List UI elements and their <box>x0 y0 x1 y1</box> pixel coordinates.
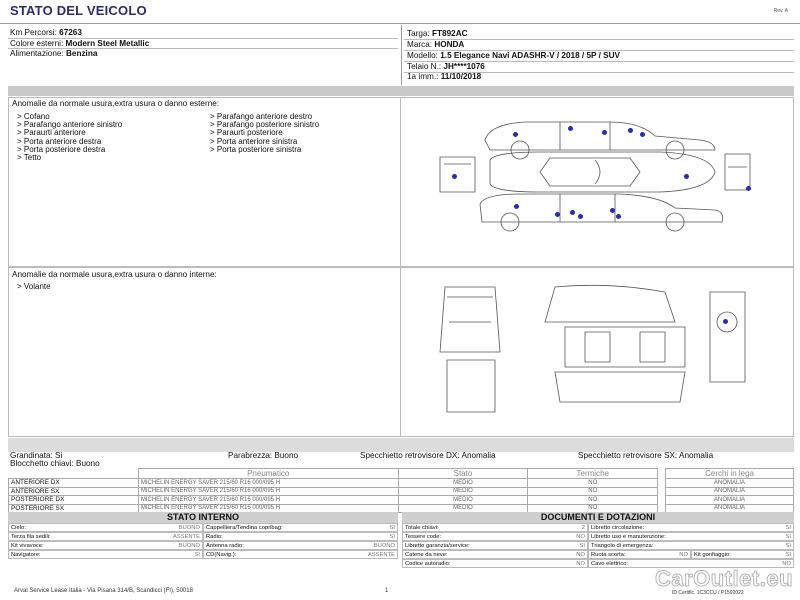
car-interior-diagram <box>435 282 765 427</box>
table-row: ANTERIORE DX MICHELIN ENERGY SAVER 215/60 R16 000/095 H MEDIO NO ANOMALIA <box>9 479 794 488</box>
internal-damage-list <box>17 283 51 291</box>
table-row: ANTERIORE SX MICHELIN ENERGY SAVER 215/60 R16 000/095 H MEDIO NO ANOMALIA <box>9 487 794 496</box>
field-cielo: Cielo: BUONO <box>8 523 203 532</box>
list-item: > Volante <box>17 282 51 291</box>
car-exterior-diagram <box>430 112 760 242</box>
field-terza-fila: Terza fila sedili: ASSENTE <box>8 532 203 541</box>
page-title: STATO DEL VEICOLO <box>10 3 147 18</box>
brand-field: Marca: HONDA <box>407 40 465 49</box>
damage-marker-icon <box>616 214 621 219</box>
external-damage-heading: Anomalie da normale usura,extra usura o danno esterne: <box>12 99 220 108</box>
field-kit-vivavoce: Kit vivavoce: BUONO <box>8 541 203 550</box>
list-item: > Cofano <box>17 112 50 121</box>
list-item: > Paraurti anteriore <box>17 128 86 138</box>
list-item: > Parafango anteriore destro <box>210 112 313 121</box>
key-lock-status: Blocchetto chiavi: Buono <box>10 459 100 468</box>
km-field: Km Percorsi: 67263 <box>10 28 82 37</box>
color-field: Colore esterni: Modern Steel Metallic <box>10 39 150 48</box>
chassis-field: Telaio N.: JH****1076 <box>407 62 485 71</box>
field-triangolo: Triangolo di emergenza: SI <box>588 541 794 550</box>
field-tessere-code: Tessere code: NO <box>402 532 588 541</box>
list-item: > Tetto <box>17 153 42 163</box>
damage-marker-icon <box>628 128 633 133</box>
documenti-title: DOCUMENTI E DOTAZIONI <box>402 512 794 523</box>
divider <box>0 23 800 24</box>
divider <box>401 25 402 85</box>
mirror-dx-status: Specchietto retrovisore DX: Anomalia <box>360 451 496 460</box>
table-header <box>9 469 794 479</box>
registration-field: 1a imm.: 11/10/2018 <box>407 72 482 81</box>
column-header: Cerchi in lega <box>666 469 794 479</box>
damage-marker-icon <box>452 174 457 179</box>
damage-marker-icon <box>602 130 607 135</box>
damage-marker-icon <box>555 212 560 217</box>
damage-marker-icon <box>578 214 583 219</box>
revision-label: Rev. A <box>773 8 788 14</box>
damage-marker-icon <box>514 204 519 209</box>
list-item: > Parafango anteriore sinistro <box>17 120 123 130</box>
external-damage-list-1 <box>17 113 122 162</box>
section-bar <box>8 86 794 96</box>
field-cavo-elettrico: Cavo elettrico: NO <box>588 559 794 568</box>
field-navigatore: Navigatore: SI <box>8 550 203 559</box>
damage-marker-icon <box>610 208 615 213</box>
page-number: 1 <box>385 588 389 594</box>
list-item: > Porta posteriore destra <box>17 144 106 154</box>
damage-marker-icon <box>746 186 751 191</box>
field-libretto-uso: Libretto uso e manutenzione: SI <box>588 532 794 541</box>
field-antenna: Antenna radio: BUONO <box>203 541 398 550</box>
list-item: > Paraurti posteriore <box>210 128 283 138</box>
plate-field: Targa: FT892AC <box>407 29 468 38</box>
stato-interno-title: STATO INTERNO <box>8 512 398 523</box>
field-totale-chiavi: Totale chiavi: 2 <box>402 523 588 532</box>
damage-marker-icon <box>723 319 728 324</box>
field-cd-navig: CD(Navig.): ASSENTE <box>203 550 398 559</box>
field-kit-gonfiaggio: Kit gonfiaggio: SI <box>691 550 794 559</box>
fuel-field: Alimentazione: Benzina <box>10 49 98 58</box>
list-item: > Porta posteriore sinistra <box>210 144 302 154</box>
field-codice-autoradio: Codice autoradio: NO <box>402 559 588 568</box>
field-libretto-circolazione: Libretto circolazione: SI <box>588 523 794 532</box>
damage-marker-icon <box>568 126 573 131</box>
field-cappelliera: Cappelliera/Tendina copribag: SI <box>203 523 398 532</box>
grandinata-status: Grandinata: Sì <box>10 451 63 460</box>
table-row: POSTERIORE SX MICHELIN ENERGY SAVER 215/60 R16 000/095 H MEDIO NO ANOMALIA <box>9 504 794 513</box>
footer-company: Arval Service Lease Italia - Via Pisana 314/B, Scandicci (FI), 50018 <box>14 588 193 594</box>
field-ruota-scorta: Ruota scorta: NO <box>588 550 691 559</box>
list-item: > Parafango posteriore sinistro <box>210 120 320 130</box>
column-header: Pneumatico <box>138 469 398 479</box>
field-radio: Radio: SI <box>203 532 398 541</box>
document-id: ID Certific. 1C3CCU / P1592022 <box>672 590 744 596</box>
damage-marker-icon <box>640 132 645 137</box>
damage-marker-icon <box>684 174 689 179</box>
field-catene: Catene da neve: NO <box>402 550 588 559</box>
parabrezza-status: Parabrezza: Buono <box>228 451 299 460</box>
external-damage-list-2 <box>210 113 319 154</box>
damage-marker-icon <box>513 132 518 137</box>
internal-damage-heading: Anomalie da normale usura,extra usura o danno interne: <box>12 270 217 279</box>
table-row: POSTERIORE DX MICHELIN ENERGY SAVER 215/60 R16 000/095 H MEDIO NO ANOMALIA <box>9 496 794 505</box>
list-item: > Porta anteriore sinistra <box>210 136 298 146</box>
column-header: Termiche <box>528 469 658 479</box>
watermark-logo: CarOutlet.eu <box>655 566 794 591</box>
tyres-table <box>8 468 794 513</box>
damage-marker-icon <box>570 210 575 215</box>
list-item: > Porta anteriore destra <box>17 136 102 146</box>
field-libretto-garanzia: Libretto garanzia/service: SI <box>402 541 588 550</box>
mirror-sx-status: Specchietto retrovisore SX: Anomalia <box>578 451 714 460</box>
model-field: Modello: 1.5 Elegance Navi ADASHR-V / 2018 / 5P / SUV <box>407 51 620 60</box>
column-header: Stato <box>398 469 528 479</box>
